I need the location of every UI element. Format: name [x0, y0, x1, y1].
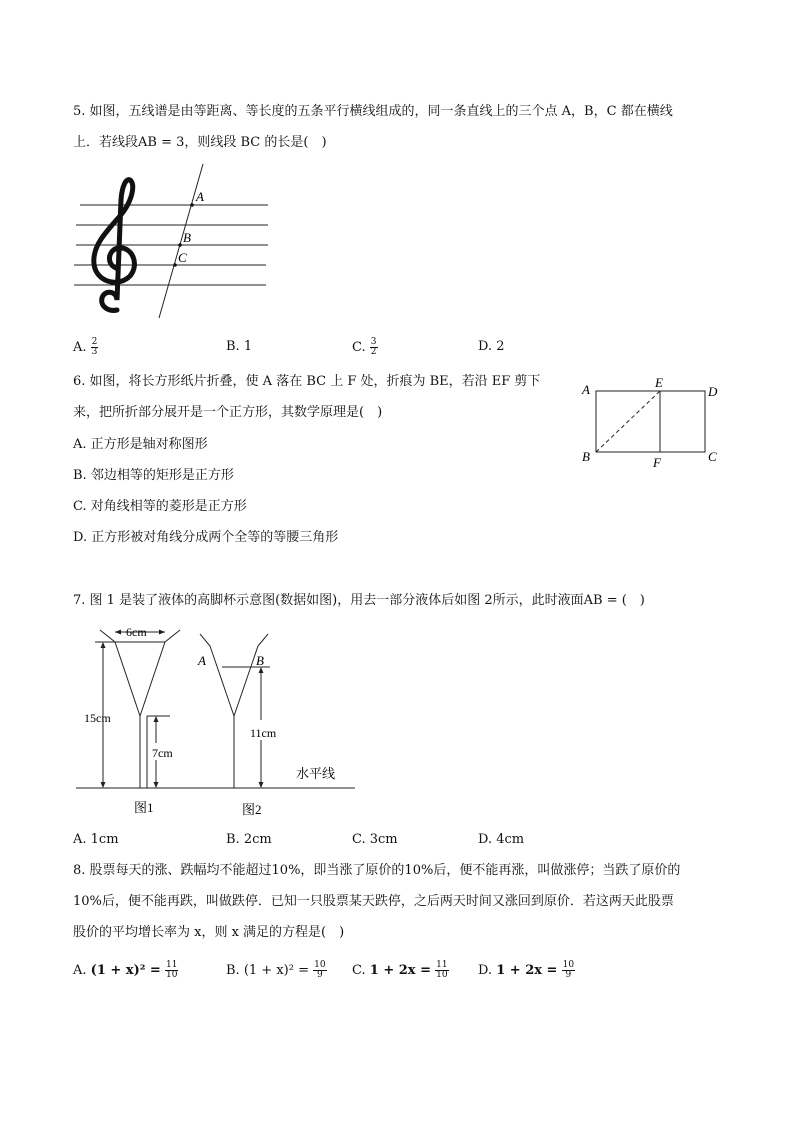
- q7-option-a[interactable]: A. 1cm: [73, 832, 119, 847]
- vertex-c-label: C: [708, 449, 717, 464]
- fraction: $\frac{2}{3}$: [91, 337, 98, 357]
- q6-figure-rectangle: [575, 375, 725, 475]
- q5-option-d[interactable]: D. 2: [478, 339, 505, 354]
- dim-11cm-label: 11cm: [250, 726, 277, 740]
- vertex-e-label: E: [655, 375, 663, 390]
- fraction: $\frac{10}{9}$: [562, 960, 575, 980]
- q5-option-a[interactable]: A. $\frac{2}{3}$: [73, 337, 98, 357]
- q6-option-d[interactable]: D. 正方形被对角线分成两个全等的等腰三角形: [73, 530, 339, 545]
- q6-option-c[interactable]: C. 对角线相等的菱形是正方形: [73, 499, 247, 514]
- point-b-label: B: [183, 230, 191, 245]
- q8-text-line1: 8. 股票每天的涨、跌幅均不能超过10%，即当涨了原价的10%后，便不能再涨，叫做涨停；当跌了原价的: [73, 863, 681, 878]
- q8-option-c[interactable]: C. 1 + 2x = $\frac{11}{10}$: [352, 960, 448, 980]
- q8-option-b[interactable]: B. (1 + x)² = $\frac{10}{9}$: [226, 960, 326, 980]
- surface-a-label: A: [198, 653, 206, 668]
- vertex-b-label: B: [582, 449, 590, 464]
- dim-7cm-label: 7cm: [152, 746, 173, 760]
- q7-figure-goblets: [70, 620, 360, 825]
- point-a-label: A: [196, 189, 204, 204]
- q8-text-line3: 股价的平均增长率为 x，则 x 满足的方程是( ): [73, 925, 345, 940]
- q8-option-d[interactable]: D. 1 + 2x = $\frac{10}{9}$: [478, 960, 575, 980]
- equation: (1 + x)² =: [243, 963, 309, 978]
- figure2-caption: 图2: [242, 802, 262, 817]
- vertex-f-label: F: [653, 455, 661, 470]
- q6-text-line2: 来，把所折部分展开是一个正方形，其数学原理是( ): [73, 405, 383, 420]
- equation: (1 + x)² =: [90, 963, 161, 978]
- fraction: $\frac{11}{10}$: [436, 960, 448, 980]
- q8-option-a[interactable]: A. (1 + x)² = $\frac{11}{10}$: [73, 960, 178, 980]
- q7-option-c[interactable]: C. 3cm: [352, 832, 398, 847]
- q6-option-b[interactable]: B. 邻边相等的矩形是正方形: [73, 468, 234, 483]
- q6-text-line1: 6. 如图，将长方形纸片折叠，使 A 落在 BC 上 F 处，折痕为 BE，若沿 EF 剪下: [73, 374, 541, 389]
- equation: 1 + 2x =: [496, 963, 558, 978]
- point-c-label: C: [178, 250, 187, 265]
- q8-text-line2: 10%后，便不能再跌，叫做跌停．已知一只股票某天跌停，之后两天时间又涨回到原价．若这两天此股票: [73, 894, 674, 909]
- q7-option-d[interactable]: D. 4cm: [478, 832, 525, 847]
- q7-text-line1: 7. 图 1 是装了液体的高脚杯示意图(数据如图)，用去一部分液体后如图 2所示，此时液面AB = ( ): [73, 593, 645, 608]
- q5-figure-staff: [70, 160, 275, 325]
- q5-option-c[interactable]: C. $\frac{3}{2}$: [352, 337, 377, 357]
- surface-b-label: B: [256, 653, 264, 668]
- dim-6cm-label: 6cm: [126, 625, 147, 639]
- vertex-a-label: A: [582, 382, 590, 397]
- fraction: $\frac{10}{9}$: [314, 960, 326, 980]
- horizon-label: 水平线: [296, 766, 336, 781]
- q5-option-b[interactable]: B. 1: [226, 339, 253, 354]
- fraction: $\frac{11}{10}$: [165, 960, 178, 980]
- q5-text-line2: 上．若线段AB = 3，则线段 BC 的长是( ): [73, 135, 327, 150]
- q6-option-a[interactable]: A. 正方形是轴对称图形: [73, 437, 208, 452]
- equation: 1 + 2x =: [369, 963, 431, 978]
- vertex-d-label: D: [708, 384, 718, 399]
- q5-text-line1: 5. 如图，五线谱是由等距离、等长度的五条平行横线组成的，同一条直线上的三个点 A，B，C 都在横线: [73, 104, 673, 119]
- figure1-caption: 图1: [134, 800, 154, 815]
- dim-15cm-label: 15cm: [84, 711, 111, 725]
- q7-option-b[interactable]: B. 2cm: [226, 832, 272, 847]
- fraction: $\frac{3}{2}$: [370, 337, 377, 357]
